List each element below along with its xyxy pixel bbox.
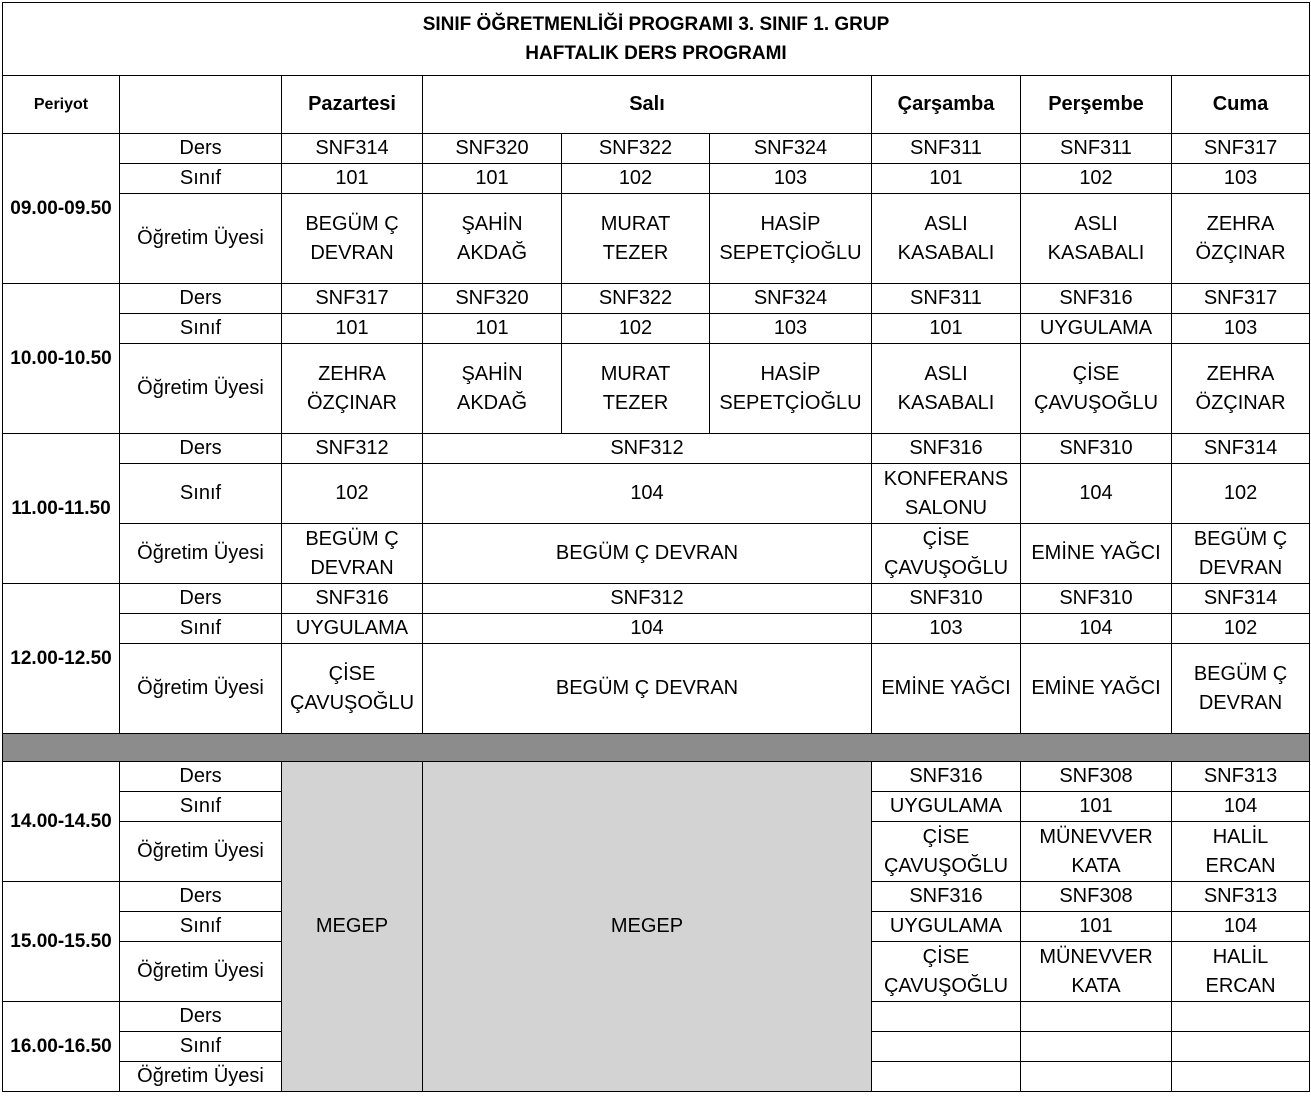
course-cell: SNF317 [282,284,423,314]
instructor-line: MURAT [600,362,671,385]
instructor-line: TEZER [602,391,669,414]
room-cell [872,464,1021,524]
instructor-cell [423,194,562,284]
schedule-title [3,3,1310,76]
instructor-line: ÖZÇINAR [1195,241,1286,264]
instructor-line: BEGÜM Ç [305,527,399,550]
instructor-line: HASİP [760,212,821,235]
room-line: SALONU [904,496,988,519]
course-cell: SNF316 [282,584,423,614]
instructor-line: ÇİSE [922,527,970,550]
instructor-line: KASABALI [897,391,995,414]
course-cell: SNF313 [1172,882,1310,912]
instructor-line: BEGÜM Ç [1193,527,1288,550]
row-label-room: Sınıf [120,912,282,942]
room-cell: UYGULAMA [282,614,423,644]
room-cell: 103 [872,614,1021,644]
course-cell: SNF314 [1172,584,1310,614]
period-time: 09.00-09.50 [3,134,120,284]
room-cell: 104 [423,614,872,644]
row-label-instructor: Öğretim Üyesi [120,344,282,434]
megep-block-tuesday: MEGEP [423,762,872,1092]
instructor-line: ŞAHİN [461,362,523,385]
period-time: 11.00-11.50 [3,434,120,584]
row-label-course: Ders [120,434,282,464]
room-cell: 104 [1021,464,1172,524]
course-cell: SNF312 [423,434,872,464]
instructor-cell [1021,194,1172,284]
day-header-wednesday: Çarşamba [872,76,1021,134]
room-cell: 101 [423,314,562,344]
instructor-line: SEPETÇİOĞLU [719,241,862,264]
instructor-line: ÖZÇINAR [1195,391,1286,414]
course-cell: SNF312 [423,584,872,614]
course-cell: SNF316 [872,882,1021,912]
row-label-room: Sınıf [120,464,282,524]
room-cell: 103 [1172,314,1310,344]
course-cell [872,1002,1021,1032]
instructor-line: SEPETÇİOĞLU [719,391,862,414]
room-cell: 103 [710,164,872,194]
row-label-instructor: Öğretim Üyesi [120,644,282,734]
instructor-line: KATA [1071,854,1121,877]
room-cell: 101 [282,164,423,194]
row-label-instructor: Öğretim Üyesi [120,524,282,584]
instructor-cell [1021,822,1172,882]
instructor-cell [1021,1062,1172,1092]
course-cell: SNF311 [872,134,1021,164]
instructor-line: KATA [1071,974,1121,997]
period-time: 14.00-14.50 [3,762,120,882]
instructor-cell [1172,1062,1310,1092]
course-cell: SNF314 [282,134,423,164]
course-cell: SNF311 [1021,134,1172,164]
course-cell: SNF320 [423,284,562,314]
row-label-room: Sınıf [120,164,282,194]
course-cell: SNF320 [423,134,562,164]
row-label-room: Sınıf [120,314,282,344]
instructor-cell [423,344,562,434]
room-cell: 102 [282,464,423,524]
row-label-course: Ders [120,762,282,792]
instructor-line: ÇAVUŞOĞLU [883,974,1009,997]
instructor-line: ÇİSE [922,945,970,968]
course-cell: SNF310 [1021,584,1172,614]
row-label-instructor: Öğretim Üyesi [120,194,282,284]
course-cell: SNF310 [872,584,1021,614]
room-cell: UYGULAMA [872,792,1021,822]
instructor-cell: BEGÜM Ç DEVRAN [423,524,872,584]
instructor-cell [710,194,872,284]
instructor-cell [1172,822,1310,882]
room-cell: 102 [562,164,710,194]
instructor-line: ÇAVUŞOĞLU [883,854,1009,877]
room-cell: 101 [423,164,562,194]
instructor-cell [282,194,423,284]
room-cell [1021,1032,1172,1062]
room-cell: 101 [282,314,423,344]
instructor-line: ÇAVUŞOĞLU [883,556,1009,579]
room-cell: 104 [1172,912,1310,942]
instructor-line: ASLI [1074,212,1118,235]
instructor-cell [872,942,1021,1002]
instructor-line: ZEHRA [1206,362,1275,385]
instructor-cell [562,344,710,434]
instructor-line: HALİL [1212,825,1269,848]
course-cell: SNF316 [872,762,1021,792]
room-cell: 102 [562,314,710,344]
course-cell: SNF316 [872,434,1021,464]
instructor-cell: BEGÜM Ç DEVRAN [423,644,872,734]
instructor-cell [872,524,1021,584]
instructor-cell [282,644,423,734]
course-cell: SNF316 [1021,284,1172,314]
instructor-cell [1172,194,1310,284]
room-cell: UYGULAMA [872,912,1021,942]
course-cell: SNF308 [1021,882,1172,912]
instructor-line: BEGÜM Ç [1193,662,1288,685]
room-cell [1172,1032,1310,1062]
instructor-line: MÜNEVVER [1039,825,1153,848]
instructor-cell [872,822,1021,882]
instructor-line: AKDAĞ [456,241,528,264]
row-label-room: Sınıf [120,614,282,644]
course-cell: SNF313 [1172,762,1310,792]
course-cell: SNF314 [1172,434,1310,464]
instructor-line: HALİL [1212,945,1269,968]
course-cell [1172,1002,1310,1032]
instructor-line: ÇAVUŞOĞLU [1033,391,1159,414]
day-header-friday: Cuma [1172,76,1310,134]
instructor-cell [282,524,423,584]
instructor-line: DEVRAN [310,556,394,579]
course-cell: SNF311 [872,284,1021,314]
course-cell: SNF322 [562,134,710,164]
instructor-line: DEVRAN [1198,556,1283,579]
instructor-cell [1172,344,1310,434]
instructor-line: HASİP [760,362,821,385]
label-header-empty [120,76,282,134]
row-label-instructor: Öğretim Üyesi [120,942,282,1002]
course-cell: SNF312 [282,434,423,464]
instructor-line: ERCAN [1205,974,1276,997]
course-cell: SNF310 [1021,434,1172,464]
room-cell: 103 [1172,164,1310,194]
instructor-cell [872,194,1021,284]
row-label-course: Ders [120,882,282,912]
instructor-cell: EMİNE YAĞCI [872,644,1021,734]
room-cell: 102 [1172,614,1310,644]
room-cell: 102 [1172,464,1310,524]
instructor-line: DEVRAN [310,241,394,264]
day-header-thursday: Perşembe [1021,76,1172,134]
instructor-line: ÇİSE [1072,362,1120,385]
period-header: Periyot [3,76,120,134]
instructor-line: ZEHRA [318,362,386,385]
instructor-line: MÜNEVVER [1039,945,1153,968]
instructor-line: ŞAHİN [461,212,523,235]
period-time: 15.00-15.50 [3,882,120,1002]
instructor-cell [1172,942,1310,1002]
period-time: 16.00-16.50 [3,1002,120,1092]
instructor-cell: EMİNE YAĞCI [1021,524,1172,584]
room-cell: 104 [1021,614,1172,644]
room-cell: 103 [710,314,872,344]
room-cell: 101 [872,164,1021,194]
room-cell: 102 [1021,164,1172,194]
instructor-cell [710,344,872,434]
row-label-instructor: Öğretim Üyesi [120,822,282,882]
room-cell: UYGULAMA [1021,314,1172,344]
instructor-line: KASABALI [897,241,995,264]
course-cell: SNF317 [1172,134,1310,164]
instructor-cell [1021,344,1172,434]
day-header-monday: Pazartesi [282,76,423,134]
period-time: 10.00-10.50 [3,284,120,434]
instructor-line: TEZER [602,241,669,264]
room-cell: 104 [1172,792,1310,822]
instructor-cell [1021,942,1172,1002]
instructor-line: ÖZÇINAR [307,391,397,414]
room-cell: 101 [1021,792,1172,822]
instructor-cell [1172,524,1310,584]
instructor-line: AKDAĞ [456,391,528,414]
instructor-line: ÇİSE [922,825,970,848]
row-label-room: Sınıf [120,1032,282,1062]
course-cell: SNF317 [1172,284,1310,314]
instructor-cell [872,344,1021,434]
instructor-line: ERCAN [1205,854,1276,877]
instructor-line: ASLI [924,362,968,385]
course-cell: SNF308 [1021,762,1172,792]
instructor-cell: EMİNE YAĞCI [1021,644,1172,734]
row-label-course: Ders [120,134,282,164]
row-label-course: Ders [120,1002,282,1032]
row-label-room: Sınıf [120,792,282,822]
period-time: 12.00-12.50 [3,584,120,734]
room-cell: 104 [423,464,872,524]
instructor-cell [1172,644,1310,734]
instructor-cell [282,344,423,434]
course-cell: SNF324 [710,284,872,314]
instructor-line: ASLI [924,212,968,235]
instructor-line: MURAT [600,212,671,235]
title-line-1: SINIF ÖĞRETMENLİĞİ PROGRAMI 3. SINIF 1. GRUP [422,14,890,35]
course-cell: SNF322 [562,284,710,314]
course-cell [1021,1002,1172,1032]
instructor-line: BEGÜM Ç [305,212,399,235]
row-label-instructor: Öğretim Üyesi [120,1062,282,1092]
megep-block-monday: MEGEP [282,762,423,1092]
course-cell: SNF324 [710,134,872,164]
instructor-line: KASABALI [1047,241,1145,264]
room-cell: 101 [1021,912,1172,942]
instructor-cell [562,194,710,284]
row-label-course: Ders [120,584,282,614]
title-line-2: HAFTALIK DERS PROGRAMI [525,43,787,64]
room-line: KONFERANS [883,467,1009,490]
lunch-break-separator [3,734,1310,762]
weekly-schedule-table [2,2,1310,1092]
instructor-line: DEVRAN [1198,691,1283,714]
instructor-cell [872,1062,1021,1092]
row-label-course: Ders [120,284,282,314]
instructor-line: ÇAVUŞOĞLU [289,691,415,714]
instructor-line: ZEHRA [1206,212,1275,235]
room-cell [872,1032,1021,1062]
instructor-line: ÇİSE [328,662,376,685]
day-header-tuesday: Salı [423,76,872,134]
room-cell: 101 [872,314,1021,344]
